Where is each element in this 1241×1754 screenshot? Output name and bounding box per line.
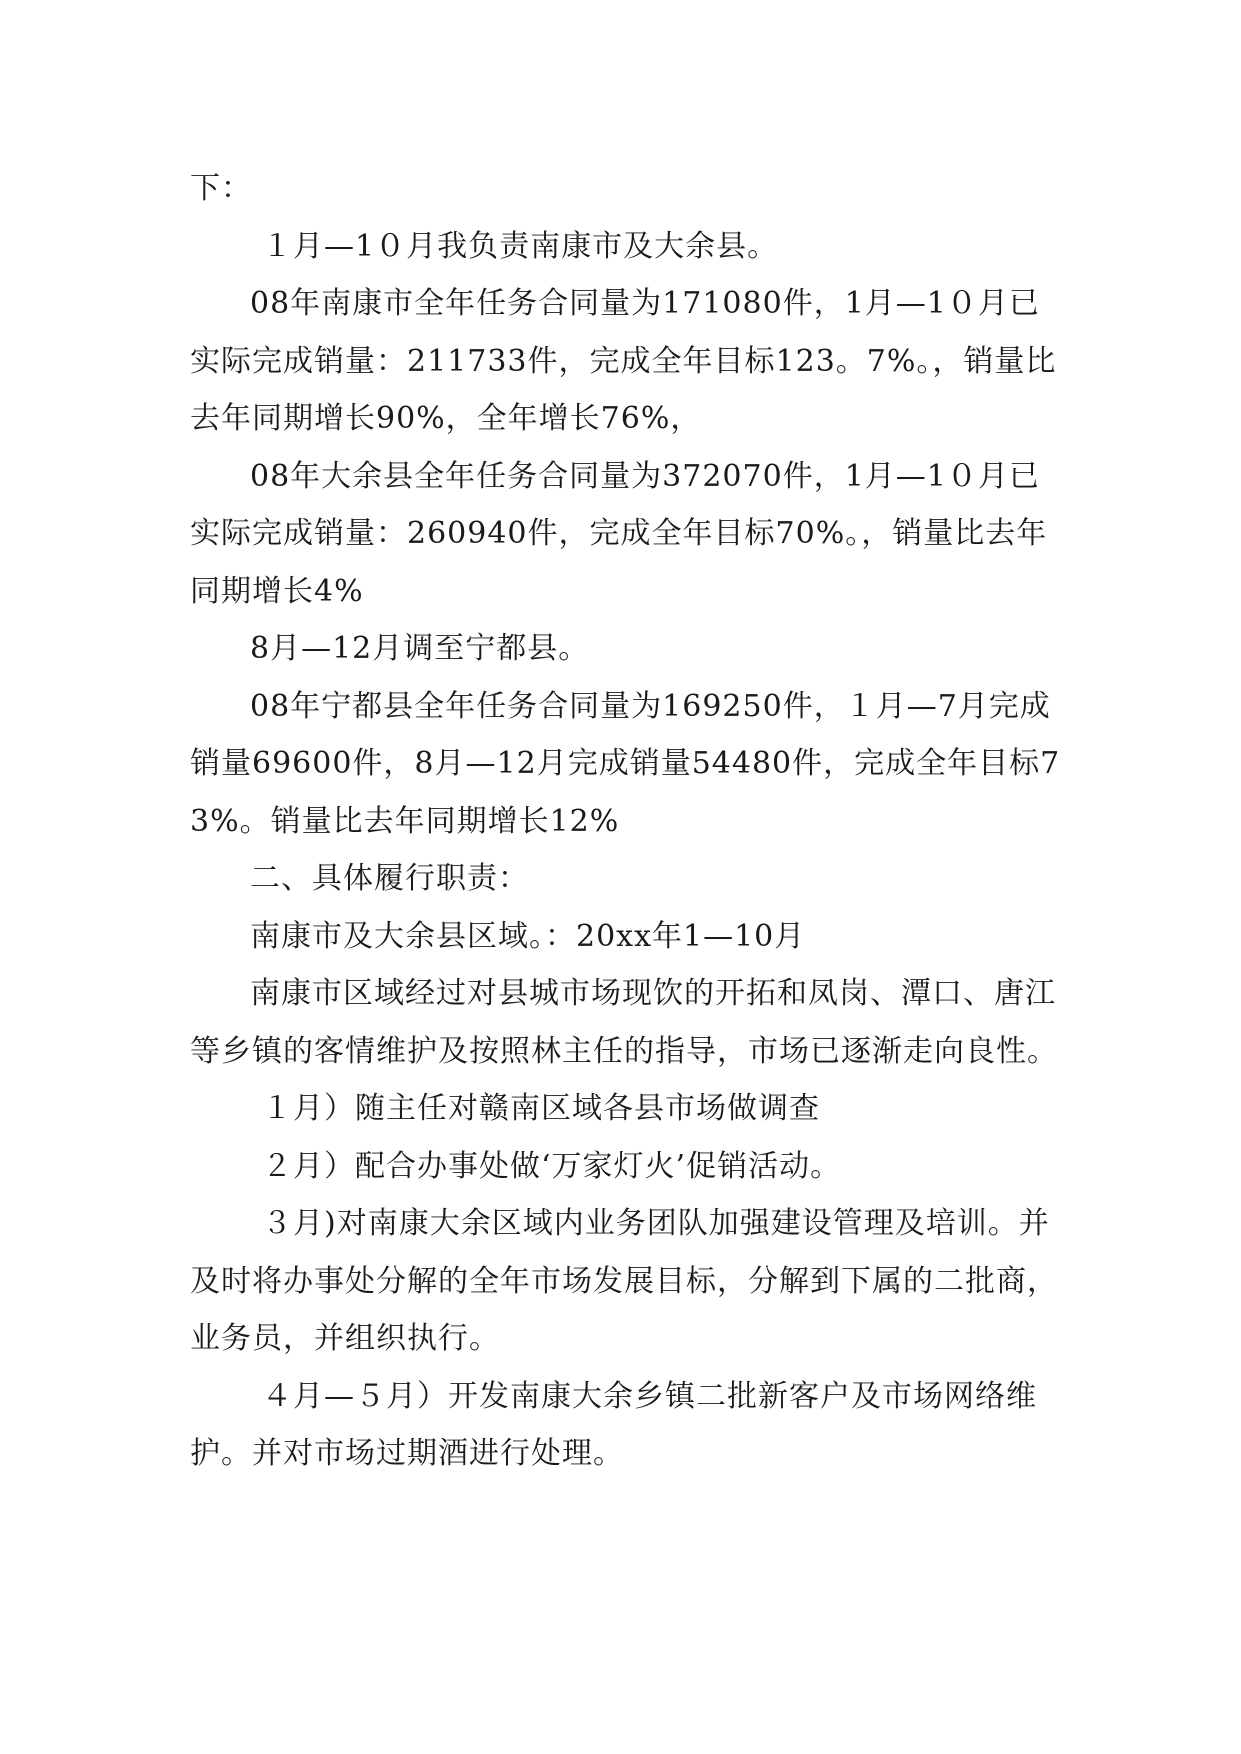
document-body: [190, 160, 1070, 1483]
paragraph-region-period: 南康市及大余县区域。：20xx年1—10月: [250, 918, 806, 954]
paragraph-transfer-ningdu: 8月—12月调至宁都县。: [250, 631, 590, 666]
paragraph-continuation: 下：: [190, 171, 252, 206]
paragraph-responsibility-area: １月—1０月我负责南康市及大余县。: [262, 228, 779, 264]
paragraph-month-2: ２月）配合办事处做‘万家灯火’促销活动。: [262, 1148, 842, 1184]
paragraph-month-1: １月）随主任对赣南区域各县市场做调查: [262, 1091, 820, 1126]
paragraph-nankang-market: 南康市区域经过对县城市场现饮的开拓和凤岗、潭口、唐江等乡镇的客情维护及按照林主任的指导，市场已逐渐走向良性。: [190, 976, 1058, 1069]
section-heading-duties: 二、具体履行职责：: [250, 861, 529, 896]
paragraph-ningdu-sales: 08年宁都县全年任务合同量为169250件，１月—7月完成销量69600件，8月—12月完成销量54480件，完成全年目标73%。销量比去年同期增长12%: [190, 688, 1061, 839]
paragraph-month-4-5: ４月—５月）开发南康大余乡镇二批新客户及市场网络维护。并对市场过期酒进行处理。: [190, 1378, 1037, 1471]
paragraph-dayu-sales: 08年大余县全年任务合同量为372070件，1月—1０月已实际完成销量：260940件，完成全年目标70%。，销量比去年同期增长4%: [190, 458, 1048, 609]
paragraph-month-3: ３月)对南康大余区域内业务团队加强建设管理及培训。并及时将办事处分解的全年市场发展目标，分解到下属的二批商，业务员，并组织执行。: [190, 1206, 1058, 1356]
paragraph-nankang-sales: 08年南康市全年任务合同量为171080件，1月—1０月已实际完成销量：211733件，完成全年目标123。7%。，销量比去年同期增长90%，全年增长76%，: [190, 286, 1057, 436]
